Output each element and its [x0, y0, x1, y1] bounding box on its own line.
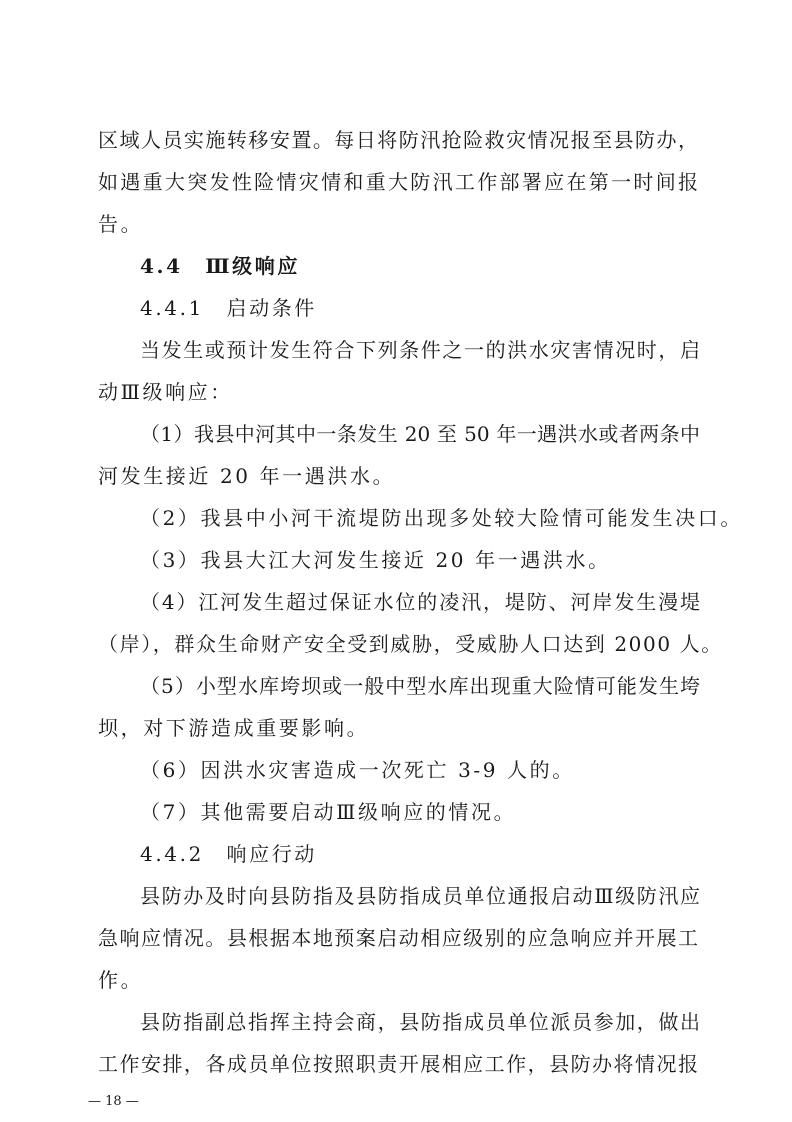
- body-text-line: 急响应情况。县根据本地预案启动相应级别的应急响应并开展工: [98, 926, 698, 950]
- list-item-line: （4）江河发生超过保证水位的凌汛，堤防、河岸发生漫堤: [140, 590, 700, 614]
- list-item-line: （5）小型水库垮坝或一般中型水库出现重大险情可能发生垮: [140, 674, 700, 698]
- list-item-line: （岸），群众生命财产安全受到威胁，受威胁人口达到 2000 人。: [98, 632, 723, 656]
- body-text-line: 作。: [98, 968, 144, 992]
- page-number: — 18 —: [88, 1094, 139, 1109]
- list-item-line: （2）我县中小河干流堤防出现多处较大险情可能发生决口。: [140, 506, 743, 530]
- body-text-line: 告。: [98, 212, 144, 236]
- section-heading: 4.4 Ⅲ级响应: [140, 254, 300, 278]
- subsection-heading: 4.4.1 启动条件: [140, 296, 317, 320]
- body-text-line: 区域人员实施转移安置。每日将防汛抢险救灾情况报至县防办，: [98, 128, 698, 152]
- body-text-line: 动Ⅲ级响应：: [98, 380, 233, 404]
- body-text-line: 工作安排，各成员单位按照职责开展相应工作，县防办将情况报: [98, 1052, 698, 1076]
- list-item-line: （7）其他需要启动Ⅲ级响应的情况。: [140, 800, 517, 824]
- body-text-line: 当发生或预计发生符合下列条件之一的洪水灾害情况时，启: [140, 338, 700, 362]
- list-item-line: 坝，对下游造成重要影响。: [98, 716, 370, 740]
- body-text-line: 如遇重大突发性险情灾情和重大防汛工作部署应在第一时间报: [98, 170, 698, 194]
- list-item-line: （1）我县中河其中一条发生 20 至 50 年一遇洪水或者两条中: [140, 422, 700, 446]
- subsection-heading: 4.4.2 响应行动: [140, 842, 317, 866]
- body-text-line: 县防指副总指挥主持会商，县防指成员单位派员参加，做出: [140, 1010, 700, 1034]
- list-item-line: 河发生接近 20 年一遇洪水。: [98, 464, 396, 488]
- body-text-line: 县防办及时向县防指及县防指成员单位通报启动Ⅲ级防汛应: [140, 884, 700, 908]
- list-item-line: （6）因洪水灾害造成一次死亡 3-9 人的。: [140, 758, 575, 782]
- list-item-line: （3）我县大江大河发生接近 20 年一遇洪水。: [140, 548, 611, 572]
